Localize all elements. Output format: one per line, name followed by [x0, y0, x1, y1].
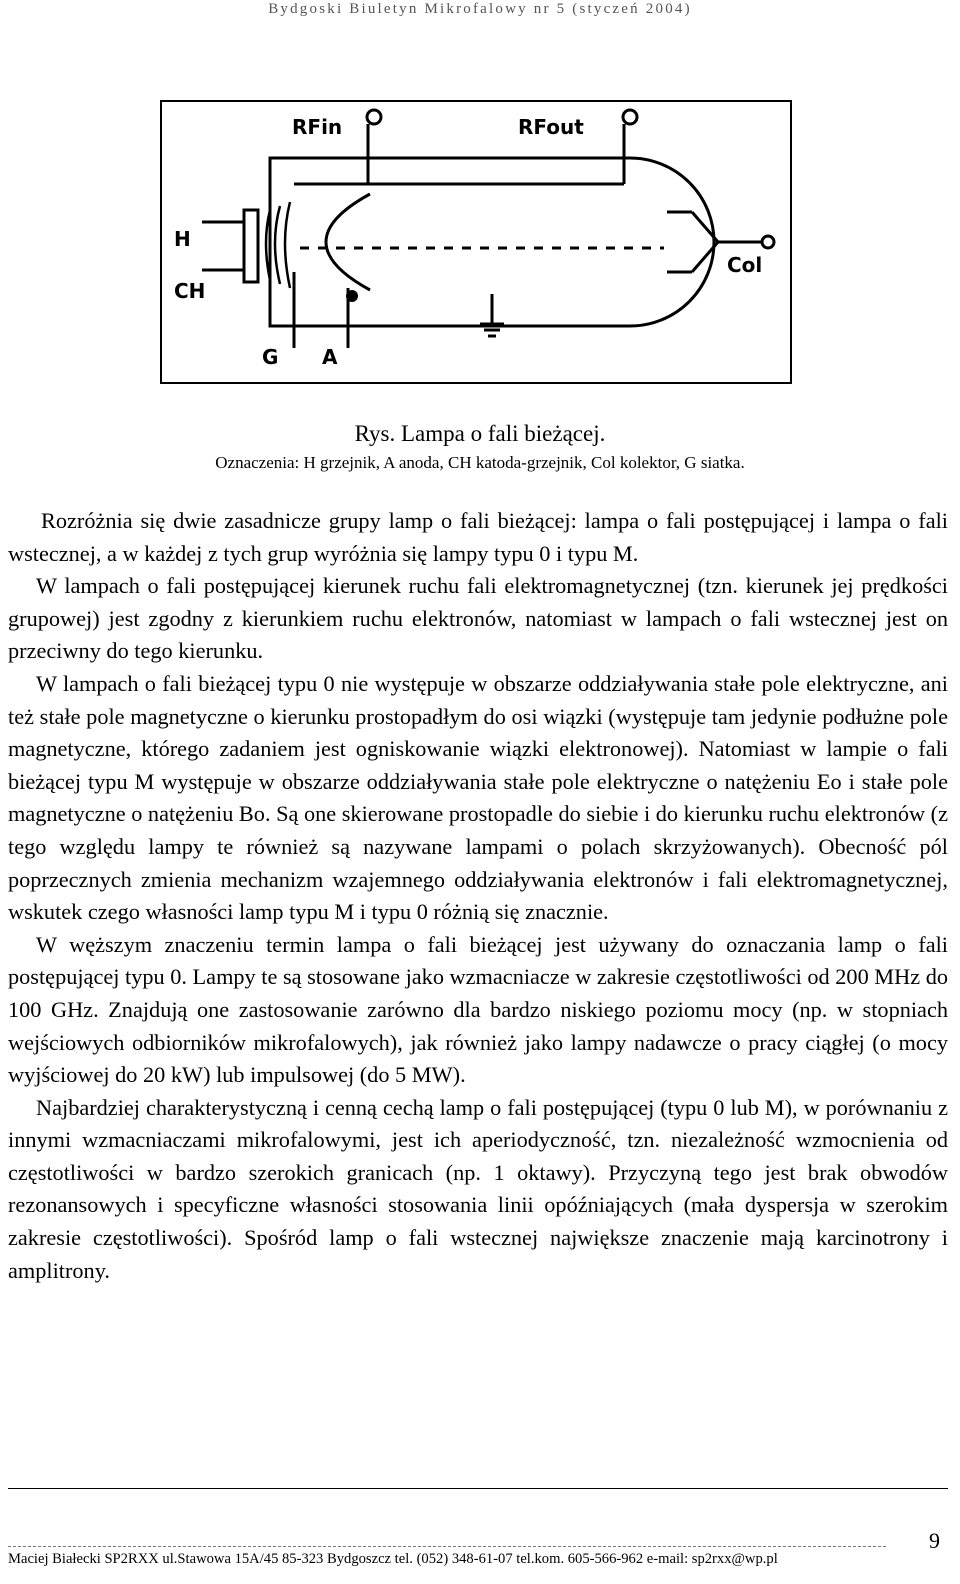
paragraph: Najbardziej charakterystyczną i cenną cechą lamp o fali postępującej (typu 0 lub M), w porównaniu z innymi wzmacniaczami mikrofalowymi, jest ich aperiodyczność, tzn. niezależność wzmocnienia od częstotliwości w bardzo szerokich granicach (np. 1 oktawy). Przyczyną tego jest brak obwodów rezonansowych i specyficzne własności stosowania linii opóźniających (mała dyspersja w szerokim zakresie częstotliwości). Spośród lamp o fali wstecznej największe znaczenie mają karcinotrony i amplitrony.: [8, 1094, 948, 1283]
figure-caption-legend: Oznaczenia: H grzejnik, A anoda, CH katoda-grzejnik, Col kolektor, G siatka.: [215, 453, 745, 472]
rf-in-terminal: [367, 110, 381, 124]
article-body: [8, 505, 948, 1287]
paragraph: Rozróżnia się dwie zasadnicze grupy lamp o fali bieżącej: lampa o fali postępującej i lampa o fali wstecznej, a w każdej z tych grup wyróżnia się lampy typu 0 i typu M.: [8, 508, 948, 566]
grid-arc: [326, 194, 370, 290]
rf-out-label: RFout: [518, 115, 584, 139]
rf-out-terminal: [623, 110, 637, 124]
journal-header: Bydgoski Biuletyn Mikrofalowy nr 5 (styczeń 2004): [268, 1, 692, 17]
paragraph: W lampach o fali bieżącej typu 0 nie występuje w obszarze oddziaływania stałe pole elektryczne, ani też stałe pole magnetyczne o kierunku prostopadłym do osi wiązki (występuje tam jedynie podłużne pole magnetyczne, którego zadaniem jest ogniskowanie wiązki elektronowej). Natomiast w lampie o fali bieżącej typu M występuje w obszarze oddziaływania stałe pole elektryczne o natężeniu Eo i stałe pole magnetyczne o natężeniu Bo. Są one skierowane prostopadle do siebie i do kierunku ruchu elektronów (z tego względu lampy te również są nazywane lampami o polach skrzyżowanych). Obecność pól poprzecznych zmienia mechanizm wzajemnego oddziaływania elektronów i fali elektromagnetycznej, wskutek czego własności lamp typu M i typu 0 różnią się znacznie.: [8, 670, 948, 925]
paragraph: W lampach o fali postępującej kierunek ruchu fali elektromagnetycznej (tzn. kierunek jej prędkości grupowej) jest zgodny z kierunkiem ruchu elektronów, natomiast w lampach o fali wstecznej jest on przeciwny do tego kierunku.: [8, 573, 948, 664]
tube-schematic: [162, 102, 790, 382]
anode-junction: [346, 290, 358, 302]
a-label: A: [322, 345, 338, 369]
footer-dashed-rule: [8, 1546, 886, 1547]
page-number: 9: [929, 1528, 940, 1553]
paragraph: W węższym znaczeniu termin lampa o fali bieżącej jest używany do oznaczania lamp o fali postępującej typu 0. Lampy te są stosowane jako wzmacniacze w zakresie częstotliwości od 200 MHz do 100 GHz. Znajdują one zastosowanie zarówno dla bardzo niskiego poziomu mocy (np. w stopniach wejściowych odbiorników mikrofalowych), jak również jako lampy nadawcze o pracy ciągłej (o mocy wyjściowej do 20 kW) lub impulsowej (do 5 MW).: [8, 931, 948, 1088]
footer-contact: Maciej Białecki SP2RXX ul.Stawowa 15A/45 85-323 Bydgoszcz tel. (052) 348-61-07 tel.kom. 605-566-962 e-mail: sp2rxx@wp.pl: [8, 1551, 778, 1567]
ch-label: CH: [174, 279, 206, 303]
figure-caption-title: Rys. Lampa o fali bieżącej.: [354, 421, 606, 446]
h-label: H: [174, 227, 191, 251]
g-label: G: [262, 345, 279, 369]
rf-in-label: RFin: [292, 115, 343, 139]
col-label: Col: [727, 253, 763, 277]
tube-diagram: [160, 100, 792, 384]
collector-terminal: [762, 236, 774, 248]
footer-rule: [8, 1488, 948, 1489]
